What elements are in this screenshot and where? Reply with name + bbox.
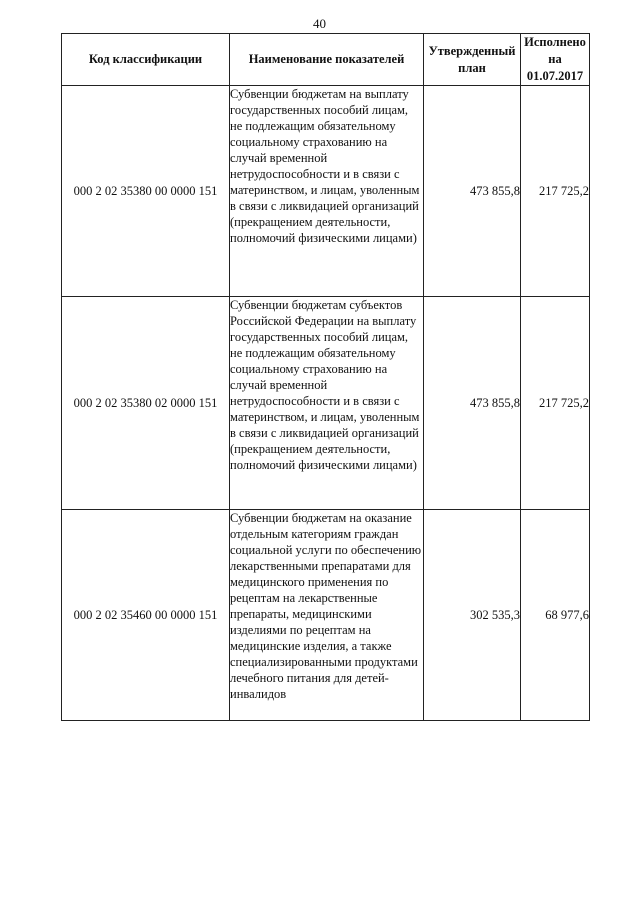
budget-execution-table [61,33,590,721]
executed-cell: 217 725,2 [521,86,590,297]
table-row [62,510,590,721]
executed-cell: 217 725,2 [521,297,590,510]
table-header-row [62,34,590,86]
table-row [62,86,590,297]
executed-cell: 68 977,6 [521,510,590,721]
header-classification-code: Код классификации [62,34,230,86]
approved-plan-cell: 473 855,8 [424,297,521,510]
indicator-name-cell: Субвенции бюджетам на выплату государственных пособий лицам, не подлежащим обязательному социальному страхованию на случай временной нетрудоспособности и в связи с материнством, и лицам, уволенным в связи с ликвидацией организаций (прекращением деятельности, полномочий физическими лицами) [230,86,424,297]
page-number: 40 [313,16,326,31]
header-approved-plan: Утвержденный план [424,34,521,86]
header-indicator-name: Наименование показателей [230,34,424,86]
approved-plan-cell: 473 855,8 [424,86,521,297]
classification-code-cell: 000 2 02 35460 00 0000 151 [62,510,230,721]
classification-code-cell: 000 2 02 35380 02 0000 151 [62,297,230,510]
indicator-name-cell: Субвенции бюджетам субъектов Российской Федерации на выплату государственных пособий лицам, не подлежащим обязательному социальному страхованию на случай временной нетрудоспособности и в связи с материнством, и лицам, уволенным в связи с ликвидацией организаций (прекращением деятельности, полномочий физическими лицами) [230,297,424,510]
indicator-name-cell: Субвенции бюджетам на оказание отдельным категориям граждан социальной услуги по обеспечению лекарственными препаратами для медицинского применения по рецептам на лекарственные препараты, медицинскими изделиями по рецептам на медицинские изделия, а также специализированными продуктами лечебного питания для детей-инвалидов [230,510,424,721]
header-executed: Исполнено на 01.07.2017 [521,34,590,86]
approved-plan-cell: 302 535,3 [424,510,521,721]
table-row [62,297,590,510]
classification-code-cell: 000 2 02 35380 00 0000 151 [62,86,230,297]
